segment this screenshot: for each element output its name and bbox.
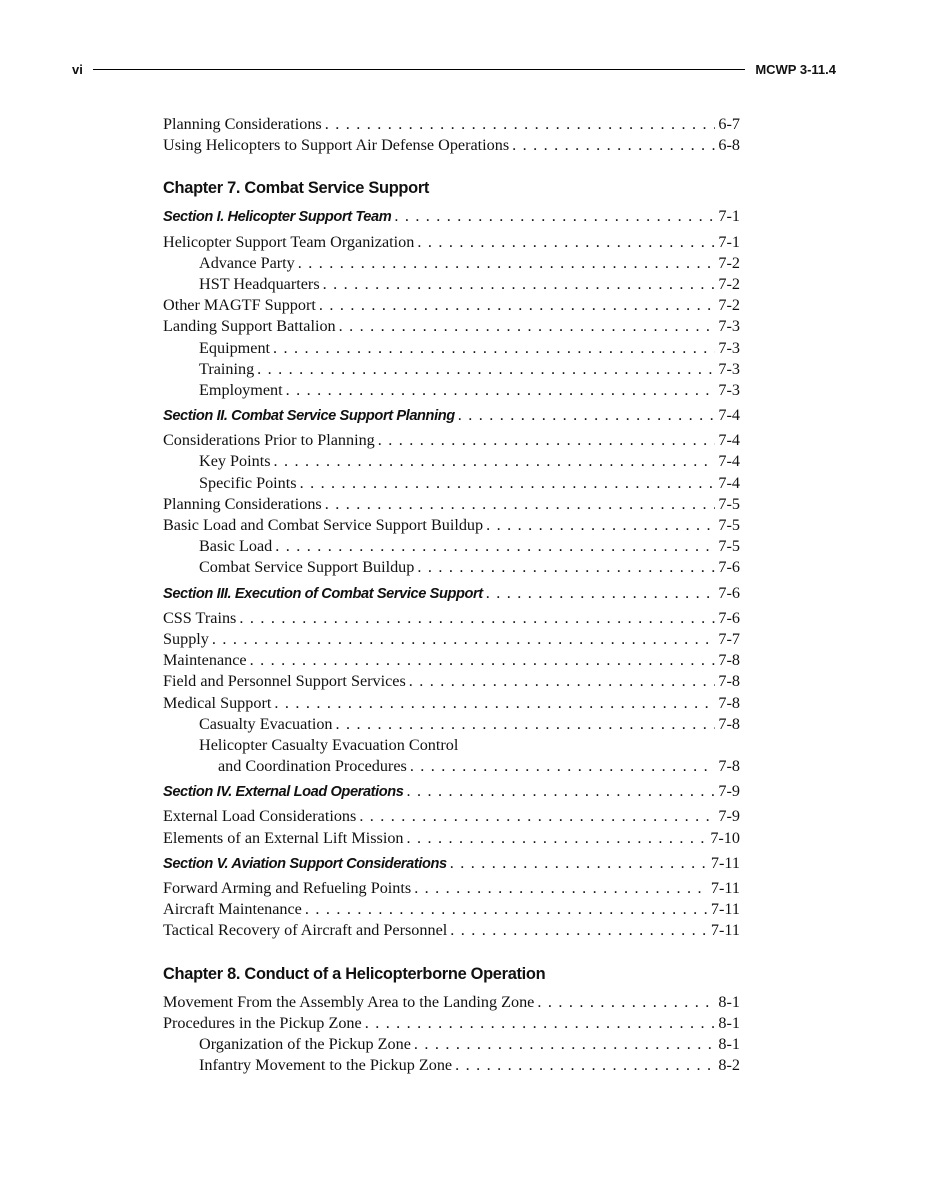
toc-entry[interactable]: Key Points . . . 7-4 [163,451,740,472]
toc-entry[interactable]: Planning Considerations . . . 7-5 [163,494,740,515]
toc-entry[interactable]: Aircraft Maintenance . . . 7-11 [163,899,740,920]
toc-entry[interactable]: CSS Trains . . . 7-6 [163,608,740,629]
toc-entry[interactable]: External Load Considerations . . . 7-9 [163,806,740,827]
toc-entry[interactable]: Maintenance . . . 7-8 [163,650,740,671]
publication-id: MCWP 3-11.4 [755,61,836,77]
toc-entry[interactable]: Movement From the Assembly Area to the Landing Zone . . . 8-1 [163,992,740,1013]
header-rule [93,69,745,70]
toc-entry[interactable]: Employment . . . 7-3 [163,380,740,401]
section-heading[interactable]: Section V. Aviation Support Considerations . . . 7-11 [163,853,740,874]
toc-entry[interactable]: Using Helicopters to Support Air Defense Operations . . . 6-8 [163,135,740,156]
toc-entry[interactable]: Forward Arming and Refueling Points . . . 7-11 [163,878,740,899]
section-heading[interactable]: Section IV. External Load Operations . . . 7-9 [163,781,740,802]
toc-entry[interactable]: Combat Service Support Buildup . . . 7-6 [163,557,740,578]
toc-entry[interactable]: Planning Considerations . . . 6-7 [163,114,740,135]
toc-entry[interactable]: HST Headquarters . . . 7-2 [163,274,740,295]
chapter-heading[interactable]: Chapter 7. Combat Service Support [163,179,430,198]
toc-entry[interactable]: Advance Party . . . 7-2 [163,253,740,274]
toc-entry[interactable]: Supply . . . 7-7 [163,629,740,650]
toc-entry-line[interactable]: Helicopter Casualty Evacuation Control [199,735,459,754]
chapter-heading[interactable]: Chapter 8. Conduct of a Helicopterborne Operation [163,964,546,983]
toc-entry[interactable]: Landing Support Battalion . . . 7-3 [163,316,740,337]
toc-entry[interactable]: Other MAGTF Support . . . 7-2 [163,295,740,316]
toc-entry[interactable]: Specific Points . . . 7-4 [163,473,740,494]
page-number: vi [72,61,83,77]
section-heading[interactable]: Section II. Combat Service Support Planning . . . 7-4 [163,405,740,426]
section-heading[interactable]: Section I. Helicopter Support Team . . . 7-1 [163,206,740,227]
toc-entry[interactable]: Basic Load and Combat Service Support Buildup . . . 7-5 [163,515,740,536]
table-of-contents [163,114,740,1076]
toc-entry[interactable]: Organization of the Pickup Zone . . . 8-1 [163,1034,740,1055]
toc-entry[interactable]: Helicopter Support Team Organization . . . 7-1 [163,232,740,253]
toc-entry[interactable]: Procedures in the Pickup Zone . . . 8-1 [163,1013,740,1034]
toc-entry[interactable]: Elements of an External Lift Mission . . . 7-10 [163,828,740,849]
toc-entry[interactable]: Considerations Prior to Planning . . . 7-4 [163,430,740,451]
toc-entry[interactable]: Field and Personnel Support Services . . . 7-8 [163,671,740,692]
toc-entry[interactable]: Basic Load . . . 7-5 [163,536,740,557]
toc-entry[interactable]: Training . . . 7-3 [163,359,740,380]
toc-entry[interactable]: Casualty Evacuation . . . 7-8 [163,714,740,735]
section-heading[interactable]: Section III. Execution of Combat Service Support . . . 7-6 [163,583,740,604]
toc-entry[interactable]: Equipment . . . 7-3 [163,338,740,359]
toc-entry[interactable]: Medical Support . . . 7-8 [163,693,740,714]
toc-entry[interactable]: Infantry Movement to the Pickup Zone . . . 8-2 [163,1055,740,1076]
page-header [72,59,836,79]
toc-entry[interactable]: Tactical Recovery of Aircraft and Personnel . . . 7-11 [163,920,740,941]
toc-entry[interactable]: and Coordination Procedures . . . 7-8 [163,756,740,777]
